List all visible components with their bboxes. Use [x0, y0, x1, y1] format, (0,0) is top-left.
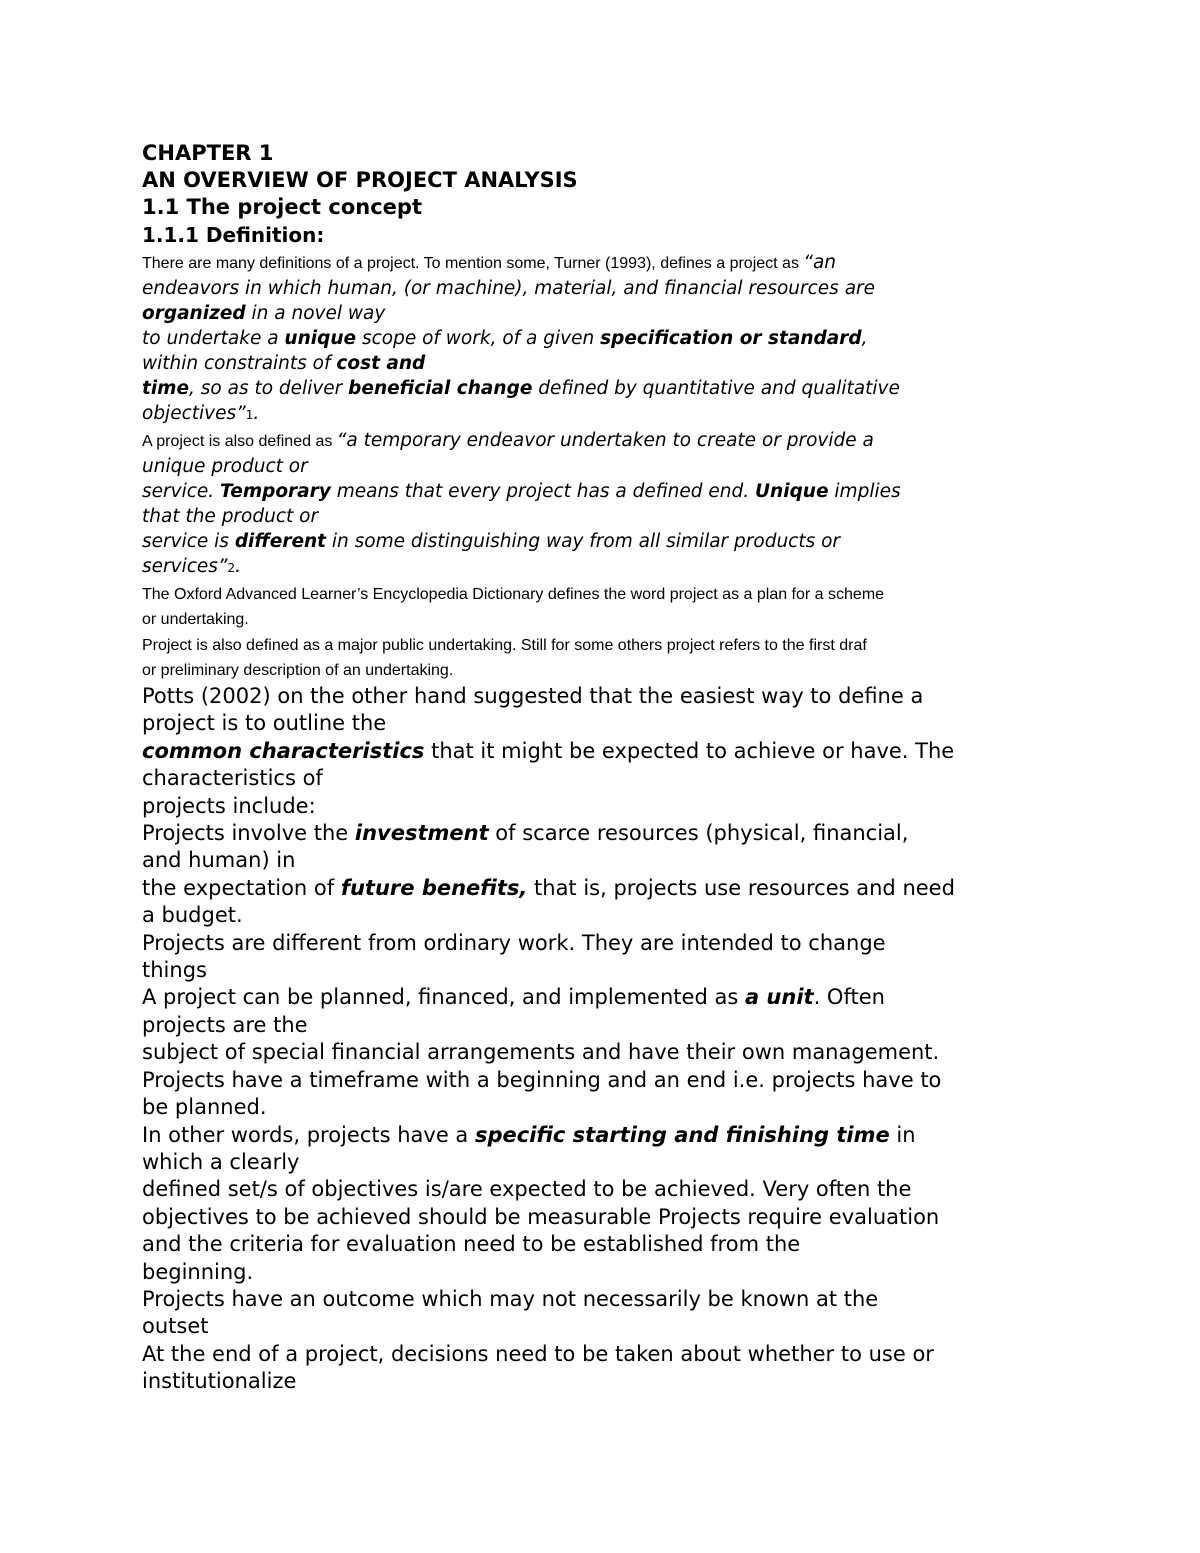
chapter-heading: CHAPTER 1: [142, 141, 274, 165]
pmi-intro: A project is also defined as: [142, 433, 337, 450]
document-page: [142, 140, 1072, 1396]
chapter-title: AN OVERVIEW OF PROJECT ANALYSIS: [142, 168, 578, 192]
pmi-definition: A project is also defined as “a temporary endeavor undertaken to create or provide a unique product or service. Temporary means that every project has a defined end. Unique implies that the product or service is different in some distinguishing way from all similar products or services”2.: [142, 430, 901, 577]
characteristics-list: Projects involve the investment of scarce resources (physical, financial, and human) in the expectation of future benefits, that is, projects use resources and need a budget. Projects are different from ordinary work. They are intended to change things A project can be planned, financed, and implemented as a unit. Often projects are the subject of special financial arrangements and have their own management. Projects have a timeframe with a beginning and an end i.e. projects have to be planned. In other words, projects have a specific starting and finishing time in which a clearly defined set/s of objectives is/are expected to be achieved. Very often the objectives to be achieved should be measurable Projects require evaluation and the criteria for evaluation need to be established from the beginning. Projects have an outcome which may not necessarily be known at the outset At the end of a project, decisions need to be taken about whether to use or institutionalize: [142, 820, 1072, 1396]
section-heading: 1.1 The project concept: [142, 195, 422, 219]
list-item: Projects have a timeframe with a beginning and an end i.e. projects have to: [142, 1067, 942, 1092]
public-definition: Project is also defined as a major public undertaking. Still for some others project refers to the first draf or preliminary description of an undertaking.: [142, 637, 867, 679]
turner-definition: There are many definitions of a project. To mention some, Turner (1993), defines a project as “an endeavors in which human, (or machine), material, and financial resources are organized in a novel way to undertake a unique scope of work, of a given specification or standard, within constraints of cost and time, so as to deliver beneficial change defined by quantitative and qualitative objectives”1.: [142, 250, 1072, 428]
turner-line: endeavors in which human, (or machine), material, and financial resources are: [142, 278, 876, 299]
list-item: Projects involve the investment of scarce resources (physical, financial,: [142, 821, 909, 846]
list-item: A project can be planned, financed, and implemented as a unit. Often: [142, 985, 885, 1010]
oxford-definition: The Oxford Advanced Learner’s Encyclopedia Dictionary defines the word project as a plan for a scheme or undertaking.: [142, 586, 885, 628]
list-item: Projects have an outcome which may not necessarily be known at the: [142, 1286, 879, 1311]
list-item: At the end of a project, decisions need to be taken about whether to use or: [142, 1341, 934, 1366]
subsection-heading: 1.1.1 Definition:: [142, 223, 325, 247]
footnote-ref: 2: [227, 561, 236, 575]
footnote-ref: 1: [245, 408, 254, 422]
turner-intro: There are many definitions of a project. To mention some, Turner (1993), defines a project as: [142, 255, 804, 272]
list-item: Projects are different from ordinary work. They are intended to change: [142, 930, 886, 955]
potts-paragraph: Potts (2002) on the other hand suggested that the easiest way to define a project is to outline the common characteristics that it might be expected to achieve or have. The characteristics of projects include:: [142, 684, 955, 818]
